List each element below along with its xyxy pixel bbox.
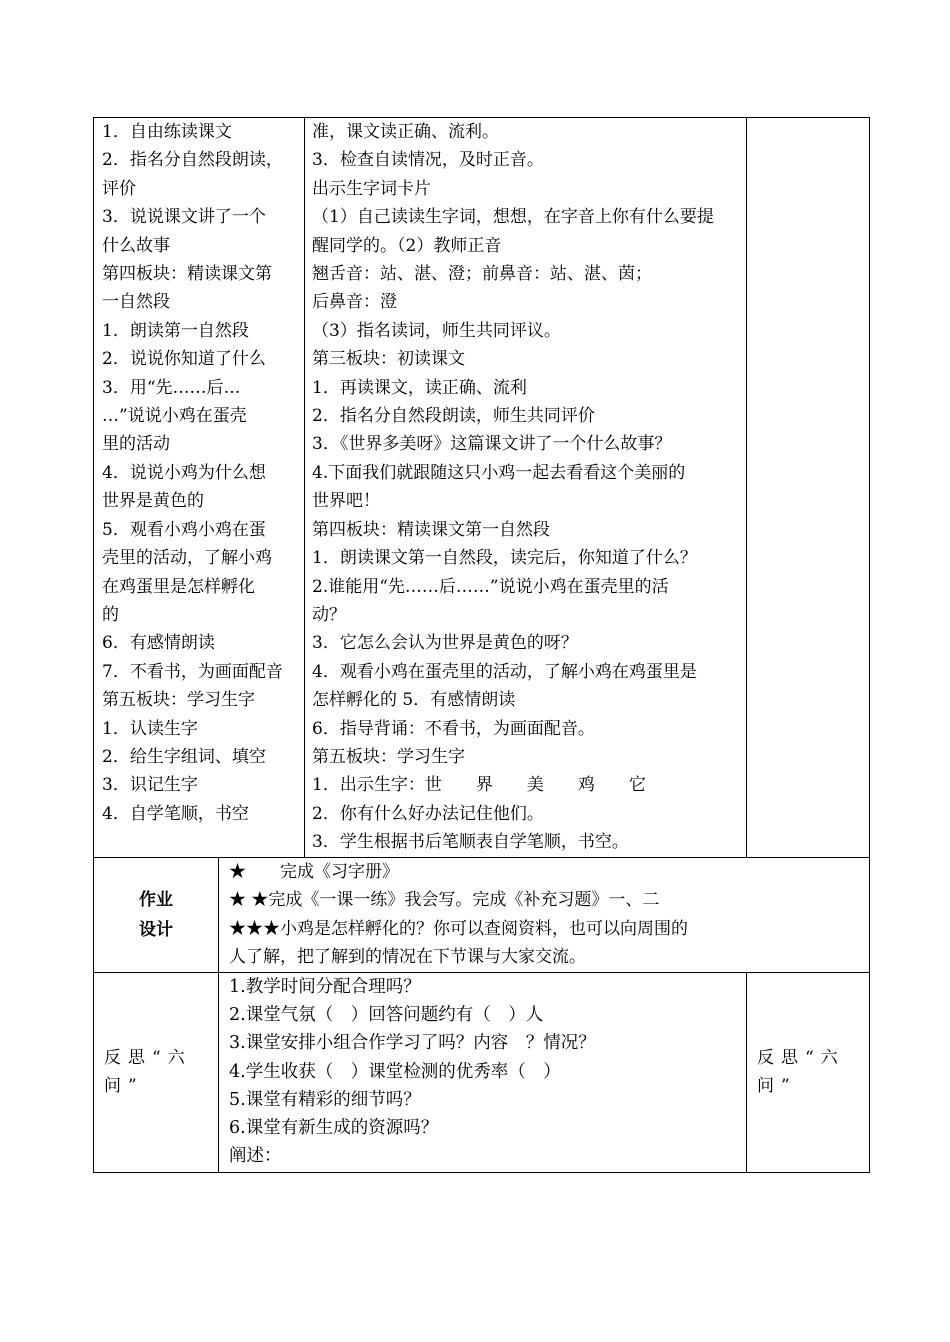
- student-activity-line: …”说说小鸡在蛋壳: [102, 406, 247, 427]
- teacher-activity-line: 动？: [312, 604, 347, 625]
- homework-label-line1: 作业: [139, 889, 173, 910]
- reflection-question: 2.课堂气氛（ ）回答问题约有（ ）人: [229, 1004, 544, 1025]
- teacher-activity-line: 4．观看小鸡在蛋壳里的活动，了解小鸡在鸡蛋里是: [312, 661, 697, 682]
- teacher-activity-line: 怎样孵化的 5．有感情朗读: [312, 690, 516, 711]
- teacher-activity-lines: [305, 118, 746, 857]
- student-activity-line: 的: [102, 604, 119, 625]
- reflection-question: 1.教学时间分配合理吗？: [229, 976, 421, 997]
- student-activity-line: 在鸡蛋里是怎样孵化: [102, 576, 255, 597]
- homework-line: 人了解，把了解到的情况在下节课与大家交流。: [229, 947, 586, 968]
- teacher-activity-line: 第五板块：学习生字: [312, 746, 466, 767]
- reflection-label-cell: [94, 972, 219, 1172]
- teaching-process-row: [94, 118, 870, 858]
- student-activity-line: 3．识记生字: [102, 775, 198, 796]
- student-activity-line: 第四板块：精读课文第: [102, 264, 272, 285]
- student-activity-line: 什么故事: [102, 235, 170, 256]
- notes-cell: [747, 118, 870, 858]
- teacher-activity-line: 3．检查自读情况，及时正音。: [312, 150, 544, 171]
- student-activity-line: 2．说说你知道了什么: [102, 349, 266, 370]
- student-activity-line: 第五板块：学习生字: [102, 690, 255, 711]
- teacher-activity-line: 2．指名分自然段朗读，师生共同评价: [312, 406, 595, 427]
- student-activity-line: 世界是黄色的: [102, 491, 204, 512]
- reflection-right-label: 反思“六问”: [757, 1048, 845, 1097]
- teacher-activity-line: 3．它怎么会认为世界是黄色的呀？: [312, 633, 578, 654]
- reflection-label: 反思“六问”: [104, 1048, 192, 1097]
- homework-label-cell: [94, 858, 219, 973]
- homework-label-line2: 设计: [139, 919, 173, 940]
- teacher-activity-line: 醒同学的。（2）教师正音: [312, 235, 502, 256]
- teacher-activity-line: 2.谁能用“先……后……”说说小鸡在蛋壳里的活: [312, 576, 669, 597]
- teacher-activity-line: 2．你有什么好办法记住他们。: [312, 803, 544, 824]
- reflection-question: 4.学生收获（ ）课堂检测的优秀率（ ）: [229, 1061, 561, 1082]
- teacher-activity-line: 6．指导背诵：不看书，为画面配音。: [312, 718, 595, 739]
- teacher-activity-line: 1．再读课文，读正确、流利: [312, 377, 527, 398]
- reflection-right-label-cell: [747, 972, 870, 1172]
- teacher-activity-line: 第四板块：精读课文第一自然段: [312, 519, 551, 540]
- teacher-activity-line: 3．《世界多美呀》这篇课文讲了一个什么故事？: [312, 434, 672, 455]
- reflection-elaborate: 阐述：: [229, 1146, 282, 1167]
- reflection-content-cell: [219, 972, 747, 1172]
- student-activity-line: 1．自由练读课文: [102, 122, 232, 142]
- student-activity-line: 3．说说课文讲了一个: [102, 207, 266, 228]
- teacher-activity-line: 第三板块：初读课文: [312, 349, 466, 370]
- teacher-activity-line: 后鼻音：澄: [312, 292, 398, 313]
- student-activity-line: 1．认读生字: [102, 718, 198, 739]
- student-activity-line: 7．不看书，为画面配音: [102, 661, 283, 682]
- teacher-activity-line: 世界吧！: [312, 491, 381, 512]
- teacher-activity-line: 出示生字词卡片: [312, 178, 432, 199]
- homework-line: ★★★小鸡是怎样孵化的？你可以查阅资料，也可以向周围的: [229, 918, 688, 939]
- teacher-activity-line: 3．学生根据书后笔顺表自学笔顺，书空。: [312, 832, 629, 853]
- reflection-question: 3.课堂安排小组合作学习了吗？内容 ？情况？: [229, 1033, 596, 1054]
- student-activity-line: 2．指名分自然段朗读，: [102, 150, 283, 171]
- homework-line: ★ ★完成《一课一练》我会写。完成《补充习题》一、二: [229, 890, 660, 911]
- student-activity-line: 5．观看小鸡小鸡在蛋: [102, 519, 266, 540]
- student-activity-lines: [94, 118, 304, 828]
- teacher-activity-line: 1．出示生字：世 界 美 鸡 它: [312, 775, 646, 796]
- reflection-question: 5.课堂有精彩的细节吗？: [229, 1089, 421, 1110]
- teacher-activity-line: （1）自己读读生字词，想想，在字音上你有什么要提: [312, 207, 714, 228]
- student-activity-line: 一自然段: [102, 292, 170, 313]
- teacher-activity-line: 4.下面我们就跟随这只小鸡一起去看看这个美丽的: [312, 462, 686, 483]
- student-activity-line: 4．自学笔顺，书空: [102, 803, 249, 824]
- student-activity-line: 3．用“先……后…: [102, 377, 241, 398]
- teacher-activity-line: 准，课文读正确、流利。: [312, 122, 500, 142]
- reflection-row: [94, 972, 870, 1172]
- student-activity-line: 里的活动: [102, 434, 170, 455]
- student-activity-cell: [94, 118, 305, 858]
- teacher-activity-line: 翘舌音：站、湛、澄；前鼻音：站、湛、茵；: [312, 264, 653, 285]
- homework-line: ★ 完成《习字册》: [229, 862, 399, 882]
- homework-content-cell: [219, 858, 870, 973]
- student-activity-line: 6．有感情朗读: [102, 633, 215, 654]
- lesson-plan-table: [93, 117, 870, 1173]
- homework-row: [94, 858, 870, 973]
- teacher-activity-line: 1．朗读课文第一自然段，读完后，你知道了什么？: [312, 548, 697, 569]
- reflection-question: 6.课堂有新生成的资源吗？: [229, 1118, 439, 1139]
- teacher-activity-cell: [305, 118, 747, 858]
- teacher-activity-line: （3）指名读词，师生共同评议。: [312, 320, 561, 341]
- student-activity-line: 壳里的活动，了解小鸡: [102, 548, 272, 569]
- student-activity-line: 4．说说小鸡为什么想: [102, 462, 266, 483]
- student-activity-line: 2．给生字组词、填空: [102, 746, 266, 767]
- student-activity-line: 评价: [102, 178, 136, 199]
- student-activity-line: 1．朗读第一自然段: [102, 320, 249, 341]
